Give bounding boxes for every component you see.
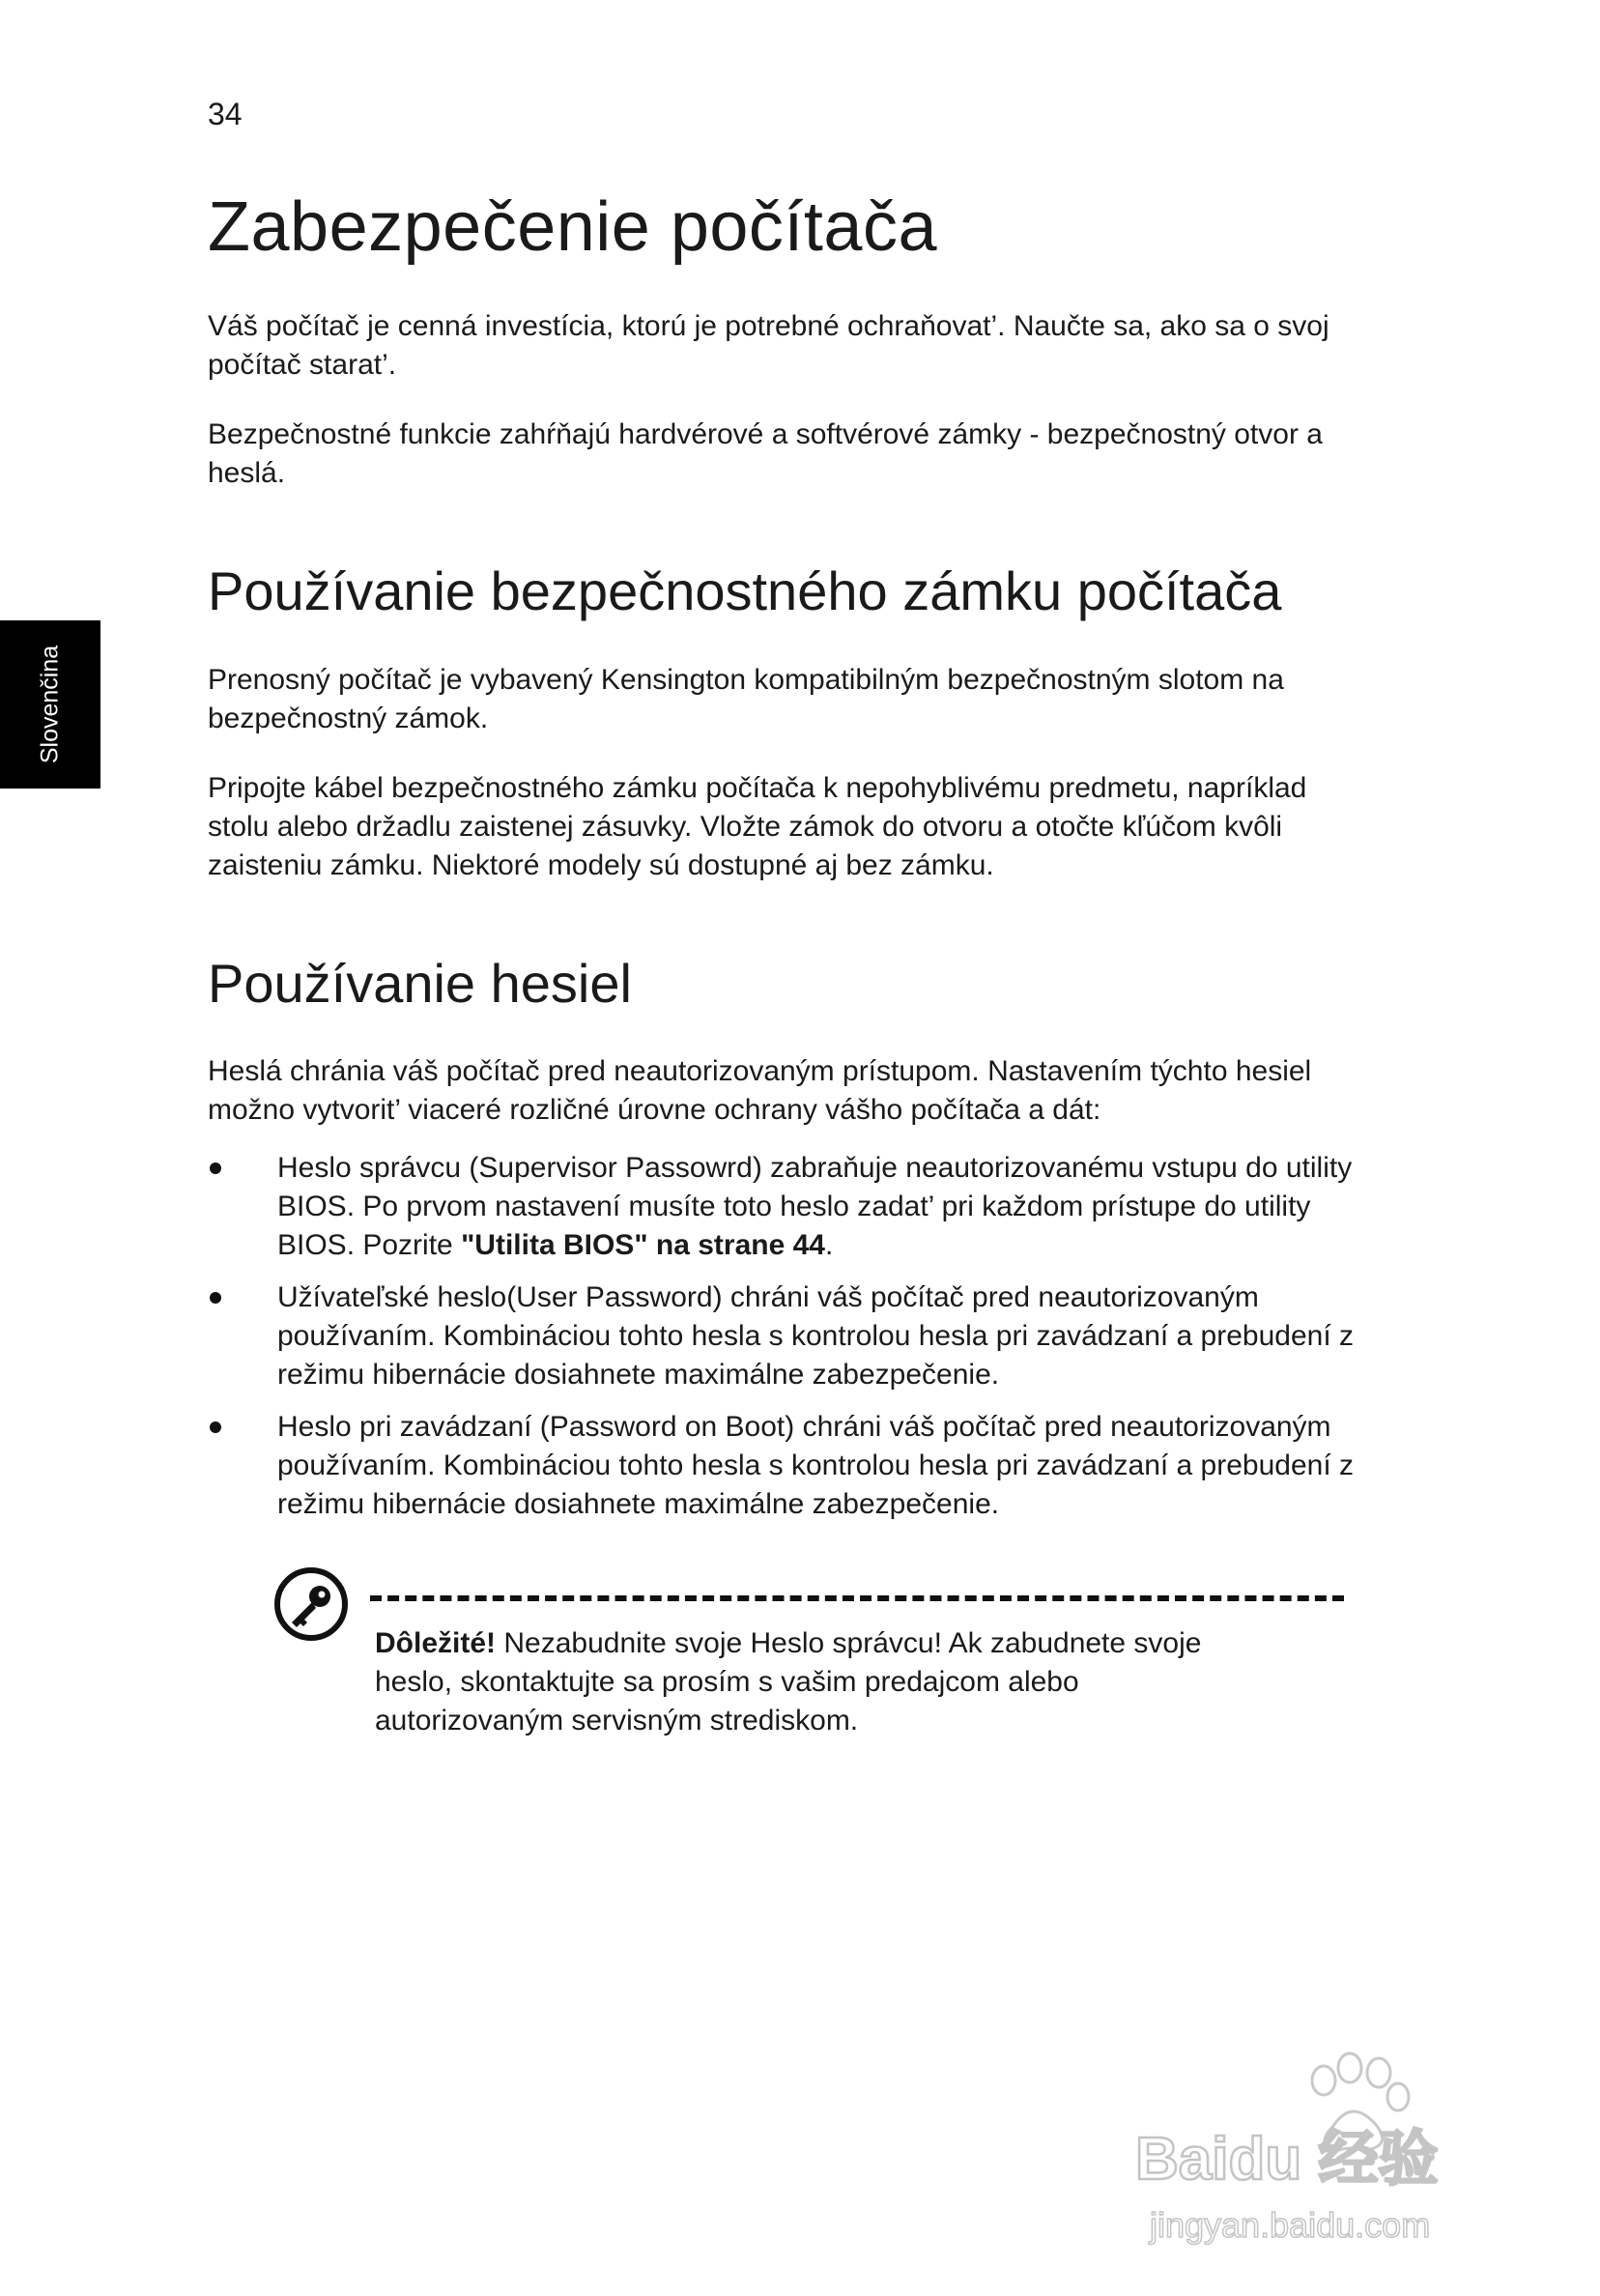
bullet-icon [210, 1292, 221, 1304]
watermark-brand: Baidu 经验 [1135, 2126, 1439, 2193]
passwords-paragraph: Heslá chránia váš počítač pred neautorizovaným prístupom. Nastavením týchto hesiel možno vytvorit’ viaceré rozličné úrovne ochrany vášho počítača a dát: [208, 1054, 1312, 1126]
intro-paragraph-1: Váš počítač je cenná investícia, ktorú je potrebné ochraňovat’. Naučte sa, ako sa o svoj počítač starat’. [208, 310, 1329, 382]
note-text [375, 1624, 1273, 1740]
page-content [208, 186, 1367, 1537]
password-types-list [208, 1149, 1367, 1524]
important-note [273, 1566, 1346, 1760]
note-body: Nezabudnite svoje Heslo správcu! Ak zabudnete svoje heslo, skontaktujte sa prosím s vašim predajcom alebo autorizovaným servisným strediskom. [375, 1627, 1202, 1736]
bios-reference-link[interactable]: "Utilita BIOS" na strane 44 [461, 1228, 825, 1261]
lock-paragraph-1: Prenosný počítač je vybavený Kensington kompatibilným bezpečnostným slotom na bezpečnostný zámok. [208, 663, 1284, 734]
page-title: Zabezpečenie počítača [208, 188, 938, 266]
section-lock-heading: Používanie bezpečnostného zámku počítača [208, 560, 1282, 622]
baidu-watermark [1126, 2044, 1502, 2252]
side-tab-label: Slovenčina [36, 645, 64, 764]
key-icon [273, 1566, 349, 1642]
page-number: 34 [208, 97, 243, 131]
bullet-icon [210, 1162, 221, 1174]
bullet-icon [210, 1421, 221, 1433]
watermark-url: jingyan.baidu.com [1150, 2205, 1431, 2245]
list-item [208, 1149, 1367, 1265]
list-item-text: Heslo správcu (Supervisor Passowrd) zabraňuje neautorizovanému vstupu do utility BIOS. Po prvom nastavení musíte toto heslo zadat’ pri každom prístupe do utility BIOS. Pozrite [277, 1151, 1353, 1261]
section-passwords-heading: Používanie hesiel [208, 952, 632, 1014]
note-label: Dôležité! [375, 1627, 497, 1659]
list-item-text: Heslo pri zavádzaní (Password on Boot) chráni váš počítač pred neautorizovaným používaním. Kombináciou tohto hesla s kontrolou hesla pri zavádzaní a prebudení z režimu hibernácie dosiahnete maximálne zabezpečenie. [277, 1410, 1355, 1520]
note-dashed-divider [370, 1595, 1344, 1601]
list-item [208, 1278, 1367, 1394]
list-item-suffix: . [824, 1228, 834, 1261]
list-item [208, 1408, 1367, 1524]
intro-paragraph-2: Bezpečnostné funkcie zahŕňajú hardvérové a softvérové zámky - bezpečnostný otvor a heslá. [208, 418, 1323, 490]
list-item-text: Užívateľské heslo(User Password) chráni váš počítač pred neautorizovaným používaním. Kombináciou tohto hesla s kontrolou hesla pri zavádzaní a prebudení z režimu hibernácie dosiahnete maximálne zabezpečenie. [277, 1280, 1355, 1391]
lock-paragraph-2: Pripojte kábel bezpečnostného zámku počítača k nepohyblivému predmetu, napríklad stolu alebo držadlu zaistenej zásuvky. Vložte zámok do otvoru a otočte kľúčom kvôli zaisteniu zámku. Niektoré modely sú dostupné aj bez zámku. [208, 771, 1307, 881]
language-side-tab [0, 620, 100, 789]
